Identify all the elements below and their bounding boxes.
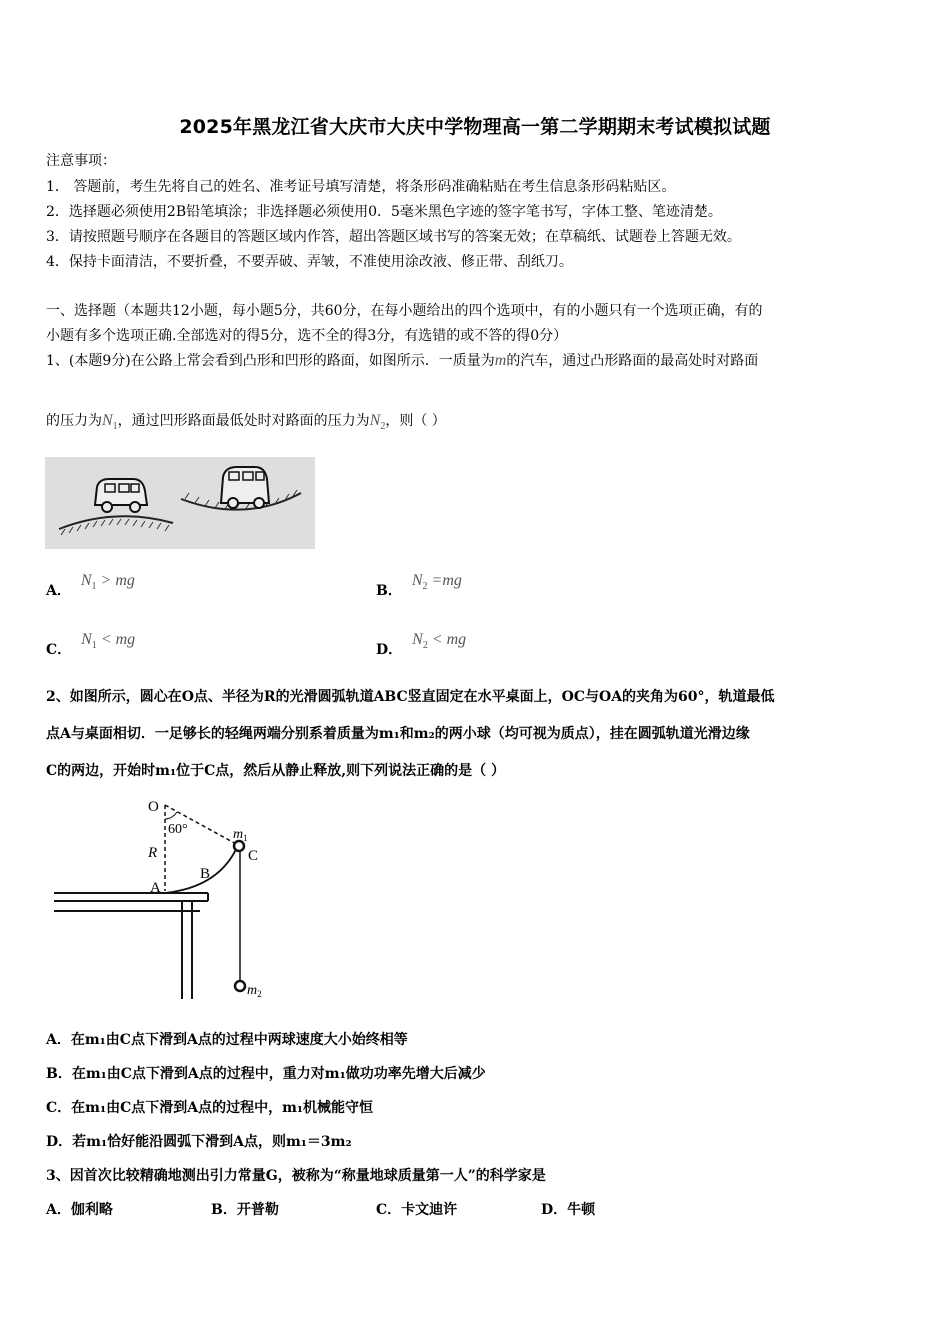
q3-option-d[interactable]: D．牛顿 (541, 1202, 596, 1218)
car-on-concave-road (221, 467, 269, 508)
q1-text: 的压力为 (46, 413, 102, 429)
q3-stem: 3、因首次比较精确地测出引力常量G，被称为“称量地球质量第一人”的科学家是 (46, 1168, 546, 1184)
q1-stem-line2 (46, 412, 446, 436)
label-m2: $m_2$ (247, 983, 262, 999)
label-m1: $m_1$ (233, 827, 248, 843)
q2-stem-line1: 2、如图所示，圆心在O点、半径为R的光滑圆弧轨道ABC竖直固定在水平桌面上，OC与OA的夹角为60°，轨道最低 (46, 689, 775, 705)
q2-option-a[interactable]: A．在m₁由C点下滑到A点的过程中两球速度大小始终相等 (46, 1032, 408, 1048)
q1-option-c[interactable]: C．$N_1$ < mg (46, 631, 136, 658)
angle-arc (165, 812, 177, 819)
q1-text: 1、(本题9分)在公路上常会看到凸形和凹形的路面，如图所示．一质量为 (46, 353, 495, 369)
ball-m2 (235, 981, 245, 991)
q2-option-c[interactable]: C．在m₁由C点下滑到A点的过程中，m₁机械能守恒 (46, 1100, 374, 1116)
notice-item: 3．请按照题号顺序在各题目的答题区域内作答，超出答题区域书写的答案无效；在草稿纸、试题卷上答题无效。 (46, 229, 741, 245)
q1-text: ，则（ ） (385, 413, 446, 429)
q2-stem-line3: C的两边，开始时m₁位于C点，然后从静止释放,则下列说法正确的是（ ） (46, 763, 505, 779)
notice-item: 1． 答题前，考生先将自己的姓名、准考证号填写清楚，将条形码准确粘贴在考生信息条形码粘贴区。 (46, 179, 676, 195)
q2-arc-track-figure (50, 795, 280, 1010)
section-heading-line1: 一、选择题（本题共12小题，每小题5分，共60分，在每小题给出的四个选项中，有的小题只有一个选项正确，有的 (46, 303, 763, 319)
label-a: A (150, 880, 161, 896)
label-b: B (200, 866, 211, 882)
label-r: R (148, 845, 158, 861)
q1-n1-symbol: $N_1$ (102, 412, 118, 433)
q1-stem-line1 (46, 352, 758, 370)
label-c: C (248, 848, 259, 864)
notice-heading: 注意事项： (46, 153, 116, 169)
notice-item: 4．保持卡面清洁，不要折叠，不要弄破、弄皱，不准使用涂改液、修正带、刮纸刀。 (46, 254, 573, 270)
q1-mass-symbol: m (494, 352, 507, 369)
q1-road-figure (45, 457, 315, 549)
q1-option-b[interactable]: B．$N_2 =mg$ (376, 572, 462, 599)
label-angle: 60° (168, 822, 188, 837)
notice-item: 2．选择题必须使用2B铅笔填涂；非选择题必须使用0．5毫米黑色字迹的签字笔书写，字体工整、笔迹清楚。 (46, 204, 722, 220)
q1-text: 的汽车，通过凸形路面的最高处时对路面 (506, 353, 759, 369)
q1-option-a[interactable]: A．$N_1$ > mg (46, 572, 135, 599)
label-o: O (148, 799, 159, 815)
q2-option-b[interactable]: B．在m₁由C点下滑到A点的过程中，重力对m₁做功功率先增大后减少 (46, 1066, 486, 1082)
q3-option-b[interactable]: B．开普勒 (211, 1202, 279, 1218)
section-heading-line2: 小题有多个选项正确.全部选对的得5分，选不全的得3分，有选错的或不答的得0分） (46, 328, 568, 344)
q1-text: ，通过凹形路面最低处时对路面的压力为 (117, 413, 370, 429)
q1-n2-symbol: $N_2$ (369, 412, 386, 433)
q2-option-d[interactable]: D．若m₁恰好能沿圆弧下滑到A点，则m₁＝3m₂ (46, 1134, 352, 1150)
q2-stem-line2: 点A与桌面相切．一足够长的轻绳两端分别系着质量为m₁和m₂的两小球（均可视为质点），挂在圆弧轨道光滑边缘 (46, 726, 750, 742)
q1-option-d[interactable]: D．$N_2$ < mg (376, 631, 467, 658)
page-title: 2025年黑龙江省大庆市大庆中学物理高一第二学期期末考试模拟试题 (179, 116, 771, 138)
q3-option-c[interactable]: C．卡文迪许 (376, 1202, 458, 1218)
q3-option-a[interactable]: A．伽利略 (46, 1202, 113, 1218)
